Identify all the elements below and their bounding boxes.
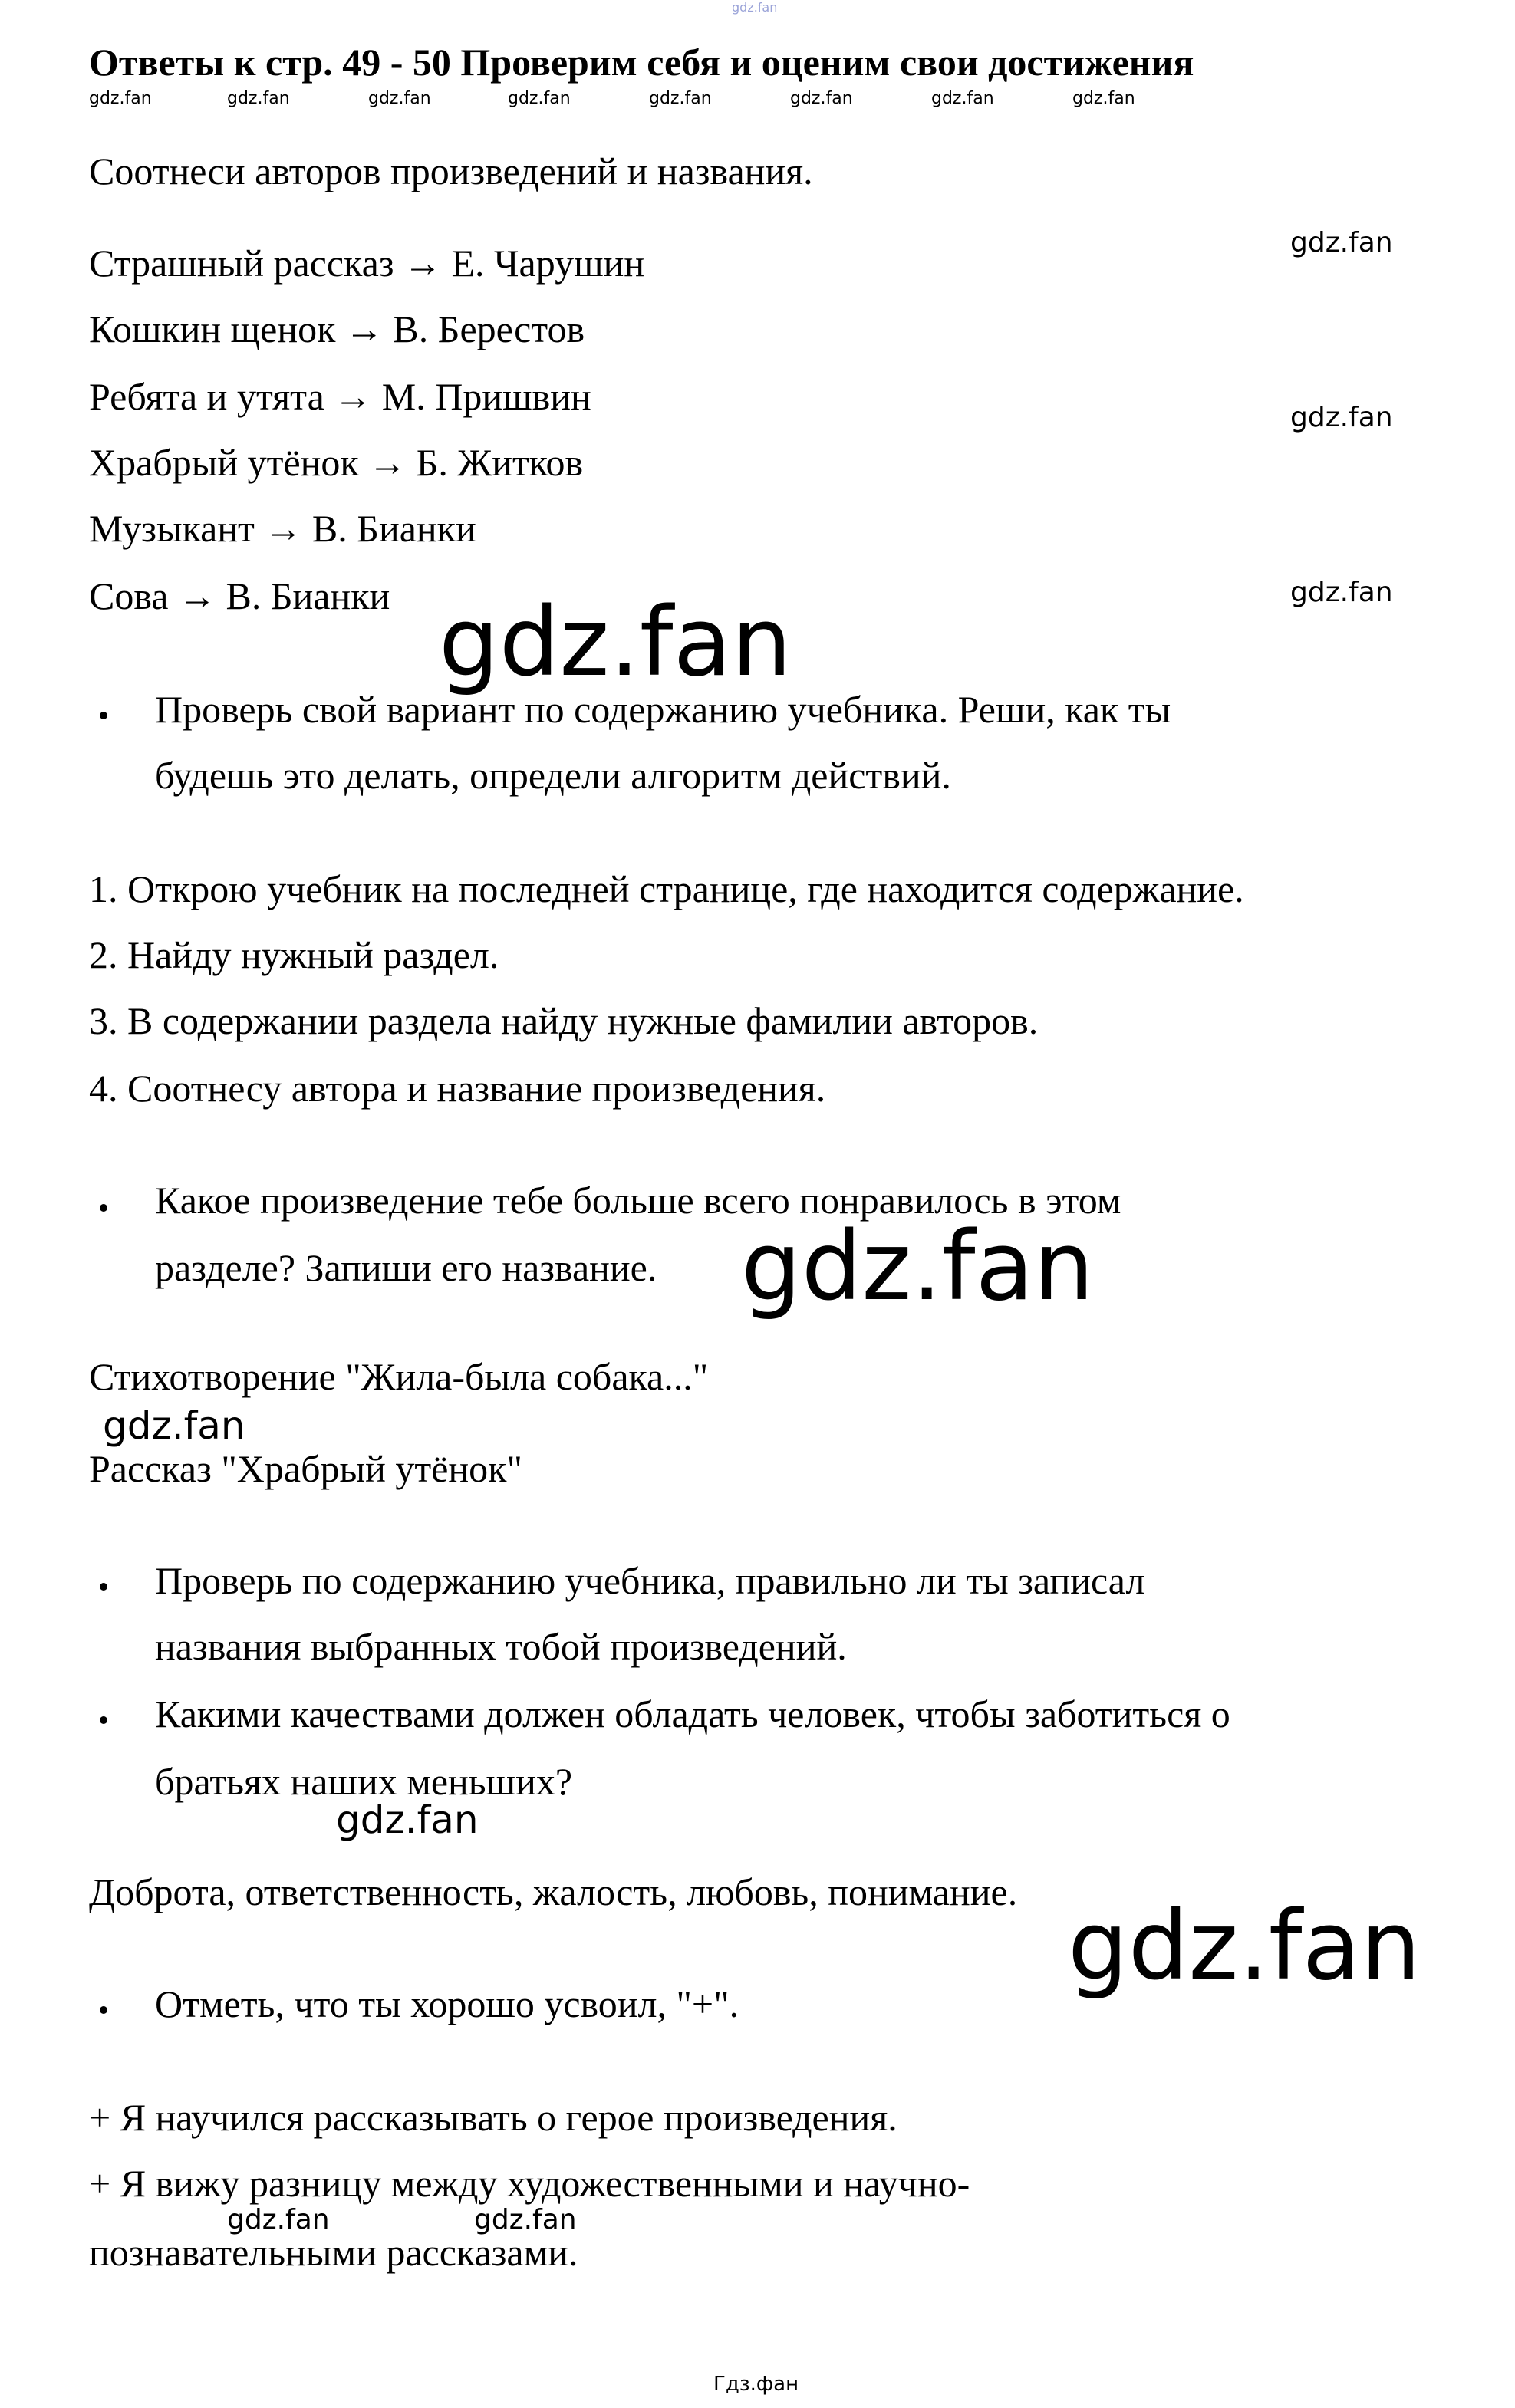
side-watermark: gdz.fan	[1290, 227, 1393, 258]
title-watermark: gdz.fan	[649, 89, 712, 108]
step-line: 2. Найду нужный раздел.	[89, 933, 499, 976]
title-watermark: gdz.fan	[931, 89, 994, 108]
step-line: 1. Открою учебник на последней странице, где находится содержание.	[89, 867, 1244, 910]
match-line: Сова → В. Бианки	[89, 574, 390, 617]
bullet-text: названия выбранных тобой произведений.	[155, 1625, 847, 1668]
bottom-watermark: gdz.fan	[227, 2204, 330, 2235]
checklist-line: познавательными рассказами.	[89, 2231, 578, 2274]
bullet-dot	[100, 1716, 107, 1724]
side-watermark: gdz.fan	[1290, 402, 1393, 433]
bullet-dot	[100, 1583, 107, 1591]
bullet-dot	[100, 712, 107, 719]
answer-line: Стихотворение "Жила-была собака..."	[89, 1355, 709, 1398]
title-watermark: gdz.fan	[368, 89, 431, 108]
title-watermark: gdz.fan	[508, 89, 571, 108]
bullet-text: Проверь по содержанию учебника, правильно ли ты записал	[155, 1559, 1145, 1602]
bullet-text: разделе? Запиши его название.	[155, 1246, 657, 1289]
top-watermark: gdz.fan	[732, 0, 778, 15]
footer-watermark: Гдз.фан	[713, 2373, 799, 2396]
bullet-text: Какими качествами должен обладать человек, чтобы заботиться о	[155, 1693, 1230, 1735]
title-watermark: gdz.fan	[227, 89, 290, 108]
bullet-dot	[100, 1204, 107, 1212]
bullet-text: Какое произведение тебе больше всего понравилось в этом	[155, 1179, 1121, 1222]
big-watermark: gdz.fan	[1068, 1891, 1421, 2002]
medium-watermark: gdz.fan	[336, 1798, 479, 1842]
checklist-line: + Я вижу разницу между художественными и научно-	[89, 2162, 970, 2205]
match-line: Музыкант → В. Бианки	[89, 507, 476, 550]
match-line: Храбрый утёнок → Б. Житков	[89, 441, 584, 484]
checklist-line: + Я научился рассказывать о герое произведения.	[89, 2096, 897, 2139]
answer-line: Рассказ "Храбрый утёнок"	[89, 1447, 522, 1490]
answer-line: Доброта, ответственность, жалость, любовь, понимание.	[89, 1870, 1018, 1913]
match-line: Ребята и утята → М. Пришвин	[89, 375, 591, 418]
title-watermark: gdz.fan	[89, 89, 152, 108]
page-title: Ответы к стр. 49 - 50 Проверим себя и оценим свои достижения	[89, 41, 1194, 84]
big-watermark: gdz.fan	[741, 1212, 1095, 1322]
medium-watermark: gdz.fan	[103, 1403, 245, 1448]
bullet-text: Отметь, что ты хорошо усвоил, "+".	[155, 1982, 739, 2025]
match-line: Страшный рассказ → Е. Чарушин	[89, 242, 645, 285]
bullet-text: Проверь свой вариант по содержанию учебника. Реши, как ты	[155, 688, 1171, 731]
title-watermark: gdz.fan	[790, 89, 853, 108]
title-watermark: gdz.fan	[1072, 89, 1135, 108]
bullet-text: будешь это делать, определи алгоритм действий.	[155, 754, 951, 797]
side-watermark: gdz.fan	[1290, 577, 1393, 608]
bullet-text: братьях наших меньших?	[155, 1760, 573, 1803]
bullet-dot	[100, 2006, 107, 2014]
task-intro: Соотнеси авторов произведений и названия.	[89, 150, 813, 192]
big-watermark: gdz.fan	[439, 587, 792, 698]
step-line: 3. В содержании раздела найду нужные фамилии авторов.	[89, 999, 1039, 1042]
bottom-watermark: gdz.fan	[474, 2204, 577, 2235]
step-line: 4. Соотнесу автора и название произведения.	[89, 1067, 826, 1110]
match-line: Кошкин щенок → В. Берестов	[89, 308, 585, 350]
